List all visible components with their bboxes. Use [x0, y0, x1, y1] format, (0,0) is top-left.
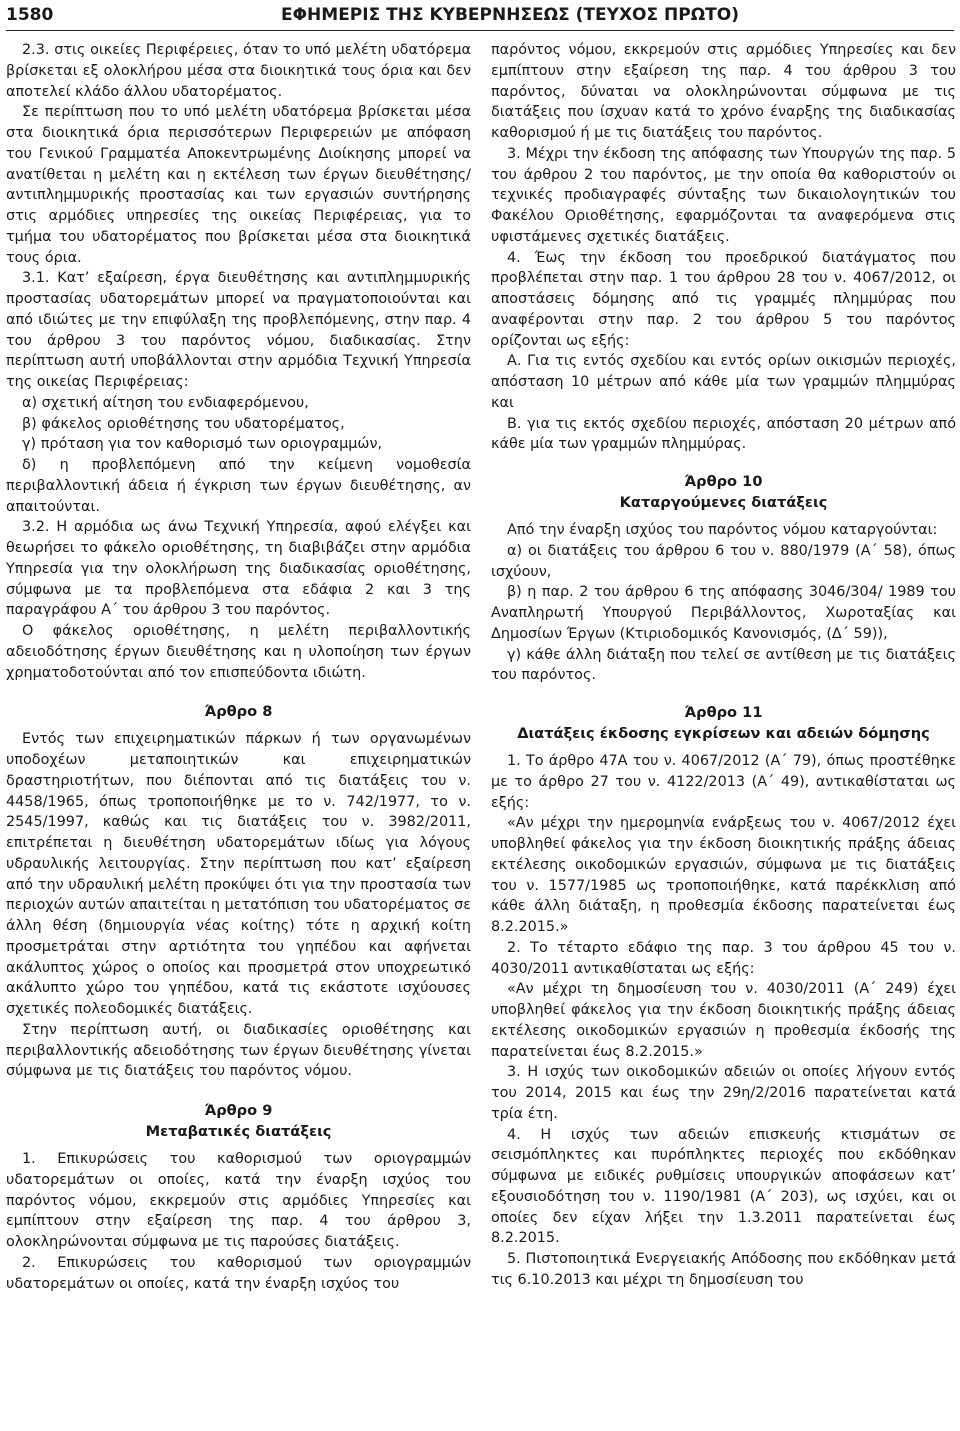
paragraph: 2.3. στις οικείες Περιφέρειες, όταν το υπό μελέτη υδατόρεμα βρίσκεται εξ ολοκλήρου μέσα στα διοικητικά τους όρια και δεν αποτελεί κλάδο άλλου υδατορέματος.	[6, 42, 471, 100]
right-column	[491, 40, 956, 1431]
paragraph: 2. Το τέταρτο εδάφιο της παρ. 3 του άρθρου 45 του ν. 4030/2011 αντικαθίσταται ως εξής:	[491, 939, 956, 977]
paragraph: 3. Η ισχύς των οικοδομικών αδειών οι οποίες λήγουν εντός του 2014, 2015 και έως την 29η/2/2016 παρατείνεται κατά τρία έτη.	[491, 1064, 956, 1122]
list-item: β) φάκελος οριοθέτησης του υδατορέματος,	[22, 415, 345, 432]
paragraph: 1. Το άρθρο 47Α του ν. 4067/2012 (Α΄ 79), όπως προστέθηκε με το άρθρο 27 του ν. 4122/2013 (Α΄ 49), αντικαθίσταται ως εξής:	[491, 753, 956, 811]
article-11-title: Άρθρο 11	[684, 704, 763, 721]
list-item: β) η παρ. 2 του άρθρου 6 της απόφασης 3046/304/ 1989 του Αναπληρωτή Υπουργού Περιβάλλοντος, Χωροταξίας και Δημοσίων Έργων (Κτιριοδομικός Κανονισμός, (Δ΄ 59)),	[491, 584, 956, 642]
list-item: α) οι διατάξεις του άρθρου 6 του ν. 880/1979 (Α΄ 58), όπως ισχύουν,	[491, 542, 956, 580]
list-item: δ) η προβλεπόμενη από την κείμενη νομοθεσία περιβαλλοντική άδεια ή έγκριση των έργων διευθέτησης, αν απαιτούνται.	[6, 457, 471, 515]
paragraph: 2. Επικυρώσεις του καθορισμού των οριογραμμών υδατορεμάτων οι οποίες, κατά την έναρξη ισχύος του	[6, 1254, 471, 1292]
article-9-title: Άρθρο 9	[204, 1102, 273, 1119]
paragraph: 3.2. Η αρμόδια ως άνω Τεχνική Υπηρεσία, αφού ελέγξει και θεωρήσει το φάκελο οριοθέτησης, τη διαβιβάζει στην αρμόδια Υπηρεσία για την ολοκλήρωση της διαδικασίας οριοθέτησης, σύμφωνα με τα προβλεπόμενα στα εδάφια 2 και 3 της παραγράφου Α΄ του άρθρου 3 του παρόντος.	[6, 519, 471, 619]
list-item: α) σχετική αίτηση του ενδιαφερόμενου,	[22, 394, 309, 411]
gazette-title: ΕΦΗΜΕΡΙΣ ΤΗΣ ΚΥΒΕΡΝΗΣΕΩΣ (ΤΕΥΧΟΣ ΠΡΩΤΟ)	[280, 5, 739, 25]
paragraph: 3.1. Κατ’ εξαίρεση, έργα διευθέτησης και αντιπλημμυρικής προστασίας υδατορεμάτων μπορεί να πραγματοποιούνται και από ιδιώτες με την επιφύλαξη της προβλεπόμενης, στην παρ. 4 του άρθρου 3 του παρόντος νόμου, διαδικασίας. Στην περίπτωση αυτή υποβάλλονται στην αρμόδια Τεχνική Υπηρεσία της οικείας Περιφέρειας:	[6, 270, 471, 390]
paragraph: «Αν μέχρι την ημερομηνία ενάρξεως του ν. 4067/2012 έχει υποβληθεί φάκελος για την έκδοση διοικητικής πράξης άδειας εκτέλεσης οικοδομικών εργασιών, σύμφωνα με τις διατάξεις του ν. 1577/1985 ως τροποποιήθηκε, κατά παρέκκλιση από κάθε άλλη διάταξη, η προθεσμία έκδοσης παρατείνεται έως 8.2.2015.»	[491, 815, 956, 935]
article-10-title: Άρθρο 10	[684, 473, 763, 490]
article-10-subtitle: Καταργούμενες διατάξεις	[619, 494, 828, 511]
paragraph: 4. Η ισχύς των αδειών επισκευής κτισμάτων σε σεισμόπληκτες και πυρόπληκτες περιοχές που εκδόθηκαν σύμφωνα με ειδικές ρυθμίσεις υπουργικών αποφάσεων κατ’ εξουσιοδότηση του ν. 1190/1981 (Α΄ 203), ως ισχύει, και οι οποίες δεν είχαν λήξει την 1.3.2011 παρατείνεται έως 8.2.2015.	[491, 1126, 956, 1247]
text-columns	[6, 40, 956, 1431]
paragraph: Β. για τις εκτός σχεδίου περιοχές, απόσταση 20 μέτρων από κάθε μία των γραμμών πλημμύρας.	[491, 415, 956, 453]
paragraph: παρόντος νόμου, εκκρεμούν στις αρμόδιες Υπηρεσίες και δεν εμπίπτουν στην εξαίρεση της παρ. 4 του άρθρου 3 του παρόντος, δύναται να ολοκληρώνονται σύμφωνα με τις διατάξεις που ίσχυαν κατά το χρόνο έναρξης της διαδικασίας καθορισμού ή με τις διατάξεις του παρόντος.	[491, 42, 956, 141]
paragraph: Α. Για τις εντός σχεδίου και εντός ορίων οικισμών περιοχές, απόσταση 10 μέτρων από κάθε μία των γραμμών πλημμύρας και	[491, 353, 956, 411]
paragraph: 3. Μέχρι την έκδοση της απόφασης των Υπουργών της παρ. 5 του άρθρου 2 του παρόντος, με την οποία θα καθοριστούν οι τεχνικές προδιαγραφές σύνταξης των δικαιολογητικών του Φακέλου Οριοθέτησης, εφαρμόζονται τα αναφερόμενα στις υφιστάμενες σχετικές διατάξεις.	[491, 145, 956, 245]
article-11-subtitle: Διατάξεις έκδοσης εγκρίσεων και αδειών δόμησης	[517, 725, 930, 742]
paragraph: 1. Επικυρώσεις του καθορισμού των οριογραμμών υδατορεμάτων οι οποίες, κατά την έναρξη ισχύος του παρόντος νόμου, εκκρεμούν στις αρμόδιες Υπηρεσίες και εμπίπτουν στην εξαίρεση της παρ. 4 του άρθρου 3, ολοκληρώνονται σύμφωνα με τις παρούσες διατάξεις.	[6, 1151, 471, 1250]
left-column	[6, 40, 471, 1431]
paragraph: Ο φάκελος οριοθέτησης, η μελέτη περιβαλλοντικής αδειοδότησης έργων διευθέτησης και η υλοποίηση των έργων χρηματοδοτούνται από τον επισπεύδοντα ιδιώτη.	[6, 623, 471, 681]
article-8-title: Άρθρο 8	[204, 703, 273, 721]
paragraph: Σε περίπτωση που το υπό μελέτη υδατόρεμα βρίσκεται μέσα στα διοικητικά όρια περισσότερων Περιφερειών με απόφαση του Γενικού Γραμματέα Αποκεντρωμένης Διοίκησης μπορεί να ανατίθεται η μελέτη και η εκτέλεση των έργων διευθέτησης/αντιπλημμυρικής προστασίας και των εργασιών συντήρησης στις αρμόδιες υπηρεσίες της οικείας Περιφέρειας, για το τμήμα του υδατορέματος που βρίσκεται μέσα στα διοικητικά τους όρια.	[6, 104, 471, 266]
paragraph: Από την έναρξη ισχύος του παρόντος νόμου καταργούνται:	[507, 522, 938, 538]
paragraph: 4. Έως την έκδοση του προεδρικού διατάγματος που προβλέπεται στην παρ. 1 του άρθρου 28 του ν. 4067/2012, οι αποστάσεις δόμησης από τις γραμμές πλημμύρας που αναφέρονται στην παρ. 2 του άρθρου 5 του παρόντος ορίζονται ως εξής:	[491, 249, 956, 349]
list-item: γ) κάθε άλλη διάταξη που τελεί σε αντίθεση με τις διατάξεις του παρόντος.	[491, 646, 956, 684]
paragraph: 5. Πιστοποιητικά Ενεργειακής Απόδοσης που εκδόθηκαν μετά τις 6.10.2013 και μέχρι τη δημοσίευση του	[491, 1251, 956, 1288]
page-number: 1580	[6, 5, 54, 25]
paragraph: Εντός των επιχειρηματικών πάρκων ή των οργανωμένων υποδοχέων μεταποιητικών και επιχειρηματικών δραστηριοτήτων, που διέπονται από τις διατάξεις του ν. 4458/1965, όπως τροποποιήθηκε με το ν. 742/1977, το ν. 2545/1997, καθώς και τις διατάξεις του ν. 3982/2011, επιτρέπεται η διευθέτηση υδατορεμάτων ιδίως για λόγους υδραυλικής λειτουργίας. Στην περίπτωση που κατ’ εξαίρεση από την υδραυλική μελέτη προκύψει ότι για την προστασία των περιοχών αυτών απαιτείται η μετατόπιση του υδατορέματος σε άλλη θέση (δημιουργία νέας κοίτης) τότε η αρχική κοίτη προσμετράται στην αρτιότητα του γηπέδου και αφήνεται ακάλυπτος χώρος ο οποίος και προσμετρά στον υποχρεωτικό ακάλυπτο χώρο του γηπέδου, κατά τις εκάστοτε ισχύουσες σχετικές πολεοδομικές διατάξεις.	[6, 731, 471, 1017]
paragraph: «Αν μέχρι τη δημοσίευση του ν. 4030/2011 (Α΄ 249) έχει υποβληθεί φάκελος για την έκδοση διοικητικής πράξης άδειας εκτέλεσης οικοδομικών εργασιών η προθεσμία έκδοσής της παρατείνεται έως 8.2.2015.»	[491, 981, 956, 1060]
article-9-subtitle: Μεταβατικές διατάξεις	[145, 1123, 332, 1140]
page-header	[6, 0, 954, 31]
paragraph: Στην περίπτωση αυτή, οι διαδικασίες οριοθέτησης και περιβαλλοντικής αδειοδότησης των έργων διευθέτησης γίνεται σύμφωνα με τις διατάξεις του παρόντος νόμου.	[6, 1021, 471, 1080]
list-item: γ) πρόταση για τον καθορισμό των οριογραμμών,	[22, 436, 383, 453]
